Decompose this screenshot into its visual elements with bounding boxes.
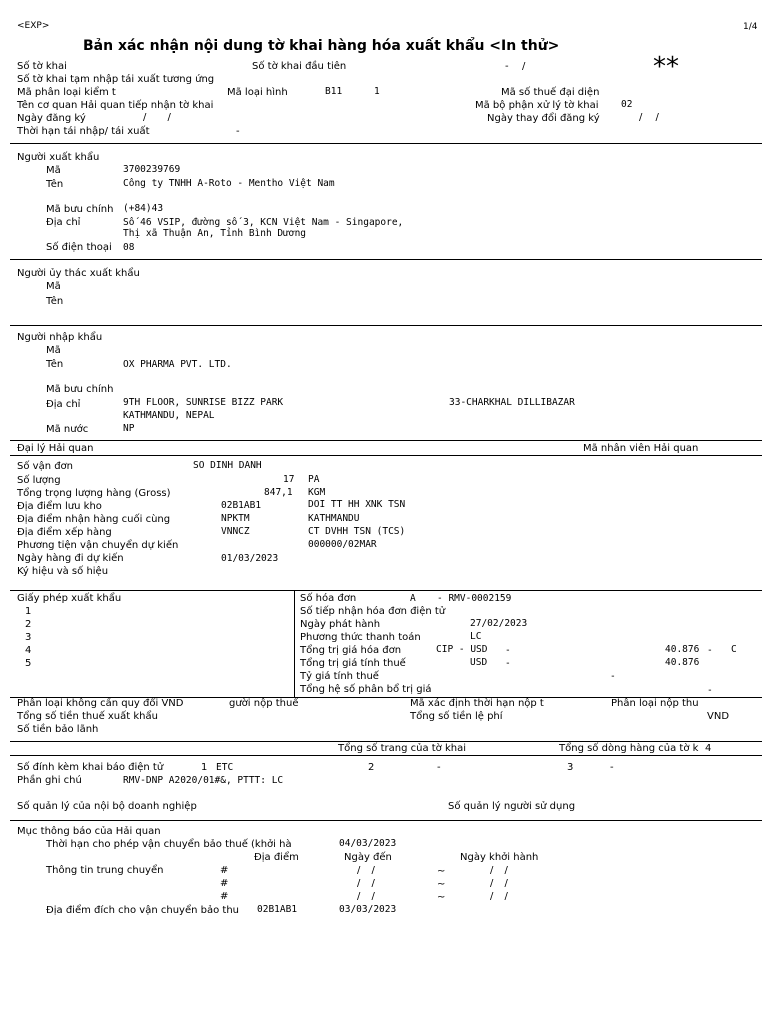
trung-chuyen-row-2-hash: #	[220, 878, 229, 889]
tri-gia-tt-code: USD	[470, 657, 488, 668]
van-don-label: Số vận đơn	[17, 461, 74, 472]
thoi-han-bao-thue-label: Thời hạn cho phép vận chuyển bảo thuế (khởi hà	[46, 839, 292, 850]
bao-lanh-label: Số tiền bảo lãnh	[17, 724, 99, 735]
ma-loai-hinh-label: Mã loại hình	[227, 87, 288, 98]
divider-vertical	[294, 590, 295, 697]
tri-gia-hd-dash: -	[505, 645, 511, 656]
exporter-buu-chinh: (+84)43	[123, 203, 164, 214]
ngay-dang-ky-value: / /	[143, 112, 171, 123]
exp-tag: <EXP>	[17, 21, 50, 31]
trustee-heading: Người ủy thác xuất khẩu	[17, 268, 140, 279]
tong-dong-value: 4	[705, 743, 712, 754]
tong-trang-label: Tổng số trang của tờ khai	[338, 743, 467, 754]
trung-chuyen-row-3-den: / /	[357, 891, 375, 902]
he-so-label: Tổng hệ số phân bổ trị giá	[300, 684, 432, 695]
exporter-dia-chi-1: Số 46 VSIP, đường số 3, KCN Việt Nam - Singapore,	[123, 217, 404, 228]
dich-label: Địa điểm đích cho vận chuyển bảo thu	[46, 905, 239, 916]
trung-chuyen-row-3-tilde: ~	[437, 892, 446, 903]
tong-tien-thue-label: Tổng số tiền thuế xuất khẩu	[17, 711, 158, 722]
trong-luong-unit: KGM	[308, 487, 326, 498]
exporter-ten-label: Tên	[46, 179, 64, 190]
importer-dia-chi-1b: 33-CHARKHAL DILLIBAZAR	[449, 397, 575, 408]
tri-gia-hd-dash-2: -	[707, 645, 713, 656]
noi-bo-label: Số quản lý của nội bộ doanh nghiệp	[17, 801, 197, 812]
trung-chuyen-row-1-den: / /	[357, 865, 375, 876]
importer-ten: OX PHARMA PVT. LTD.	[123, 359, 232, 370]
exporter-dien-thoai-label: Số điện thoại	[46, 242, 112, 253]
exporter-dia-chi-2: Thị xã Thuận An, Tỉnh Bình Dương	[123, 228, 307, 239]
tam-nhap-label: Số tờ khai tạm nhập tái xuất tương ứng	[17, 74, 215, 85]
nguoi-dung-label: Số quản lý người sử dụng	[448, 801, 576, 812]
trong-luong-label: Tổng trọng lượng hàng (Gross)	[17, 488, 171, 499]
importer-dia-chi-label: Địa chỉ	[46, 399, 81, 410]
dich-code: 02B1AB1	[257, 904, 298, 915]
exporter-buu-chinh-label: Mã bưu chính	[46, 204, 114, 215]
importer-buu-chinh-label: Mã bưu chính	[46, 384, 114, 395]
luu-kho-code: 02B1AB1	[221, 500, 262, 511]
ma-so-thue-dai-dien-label: Mã số thuế đại diện	[501, 87, 600, 98]
thanh-toan-value: LC	[470, 631, 482, 642]
vnd-label: VND	[707, 711, 730, 722]
ngay-den-column: Ngày đến	[344, 852, 392, 863]
xep-hang-code: VNNCZ	[221, 526, 250, 537]
dinh-kem-2-dash: -	[437, 762, 441, 773]
dinh-kem-2-no: 2	[368, 762, 375, 773]
phan-loai-quy-doi-label: Phân loại không cần quy đổi VND	[17, 698, 184, 709]
xep-hang-label: Địa điểm xếp hàng	[17, 527, 112, 538]
divider-3	[10, 325, 762, 326]
ma-bo-phan-value: 02	[621, 99, 633, 110]
tri-gia-hd-code: CIP - USD	[436, 644, 488, 655]
ngay-phat-hanh-label: Ngày phát hành	[300, 619, 381, 630]
license-row-3: 3	[25, 632, 32, 643]
trung-chuyen-label: Thông tin trung chuyển	[46, 865, 164, 876]
so-luong-label: Số lượng	[17, 475, 61, 486]
thoi-han-value: -	[236, 126, 240, 137]
phan-loai-nop-thue-label: Phân loại nộp thu	[611, 698, 699, 709]
so-hoa-don-label: Số hóa đơn	[300, 593, 357, 604]
exporter-dia-chi-label: Địa chỉ	[46, 217, 81, 228]
van-don-value: SO DINH DANH	[193, 460, 262, 471]
importer-ma-nuoc: NP	[123, 423, 135, 434]
exporter-ten: Công ty TNHH A-Roto - Mentho Việt Nam	[123, 178, 335, 189]
ma-xac-dinh-label: Mã xác định thời hạn nộp t	[410, 698, 544, 709]
dia-diem-column: Địa điểm	[254, 852, 299, 863]
ngay-phat-hanh-value: 27/02/2023	[470, 618, 528, 629]
exporter-dien-thoai: 08	[123, 242, 135, 253]
trung-chuyen-row-3-khoi: / /	[490, 891, 508, 902]
thoi-han-label: Thời hạn tái nhập/ tái xuất	[17, 126, 150, 137]
ma-phan-loai-kiem-tra-label: Mã phân loại kiểm t	[17, 87, 116, 98]
nguoi-nop-thue-label: gười nộp thuế	[229, 698, 299, 709]
dinh-kem-1-no: 1	[201, 762, 208, 773]
ky-hieu-label: Ký hiệu và số hiệu	[17, 566, 109, 577]
page-title: Bản xác nhận nội dung tờ khai hàng hóa xuất khẩu <In thử>	[83, 38, 560, 54]
divider-2	[10, 259, 762, 260]
ngay-thay-doi-value: / /	[639, 112, 659, 123]
divider-1	[10, 143, 762, 144]
luu-kho-name: DOI TT HH XNK TSN	[308, 499, 406, 510]
luu-kho-label: Địa điểm lưu kho	[17, 501, 102, 512]
tri-gia-tt-value: 40.876	[665, 657, 700, 668]
divider-10	[10, 820, 762, 821]
license-row-4: 4	[25, 645, 32, 656]
importer-ma-label: Mã	[46, 345, 61, 356]
thanh-toan-label: Phương thức thanh toán	[300, 632, 421, 643]
trung-chuyen-row-2-tilde: ~	[437, 879, 446, 890]
importer-ma-nuoc-label: Mã nước	[46, 424, 89, 435]
dinh-kem-label: Số đính kèm khai báo điện tử	[17, 762, 164, 773]
ngay-dang-ky-label: Ngày đăng ký	[17, 113, 86, 124]
divider-6	[10, 590, 762, 591]
so-luong-unit: PA	[308, 474, 320, 485]
so-to-khai-label: Số tờ khai	[17, 61, 67, 72]
ngay-di-label: Ngày hàng đi dự kiến	[17, 553, 124, 564]
trung-chuyen-row-3-hash: #	[220, 891, 229, 902]
exporter-heading: Người xuất khẩu	[17, 152, 100, 163]
page-number: 1/4	[743, 22, 758, 32]
ngay-khoi-hanh-column: Ngày khởi hành	[460, 852, 539, 863]
nhan-hang-code: NPKTM	[221, 513, 250, 524]
exporter-ma: 3700239769	[123, 164, 181, 175]
so-hoa-don-value: - RMV-0002159	[437, 593, 512, 604]
divider-4	[10, 440, 762, 441]
trustee-ma-label: Mã	[46, 281, 61, 292]
tong-le-phi-label: Tổng số tiền lệ phí	[410, 711, 503, 722]
ma-loai-hinh-value: B11	[325, 86, 343, 97]
ngay-thay-doi-label: Ngày thay đổi đăng ký	[487, 113, 600, 124]
dich-date: 03/03/2023	[339, 904, 397, 915]
so-luong-value: 17	[283, 474, 295, 485]
trung-chuyen-row-1-khoi: / /	[490, 865, 508, 876]
stars-mark: **	[653, 52, 679, 82]
license-row-1: 1	[25, 606, 32, 617]
trung-chuyen-row-2-den: / /	[357, 878, 375, 889]
importer-ten-label: Tên	[46, 359, 64, 370]
trung-chuyen-row-2-khoi: / /	[490, 878, 508, 889]
ty-gia-dash: -	[610, 671, 616, 682]
phuong-tien-value: 000000/02MAR	[308, 539, 377, 550]
so-hoa-don-a: A	[410, 593, 416, 604]
importer-dia-chi-1: 9TH FLOOR, SUNRISE BIZZ PARK	[123, 397, 284, 408]
he-so-dash: -	[707, 685, 713, 696]
ngay-di-value: 01/03/2023	[221, 553, 279, 564]
tri-gia-hd-value: 40.876	[665, 644, 700, 655]
dai-ly-label: Đại lý Hải quan	[17, 443, 94, 454]
tong-dong-label: Tổng số dòng hàng của tờ k	[559, 743, 699, 754]
phuong-tien-label: Phương tiện vận chuyển dự kiến	[17, 540, 179, 551]
thoi-han-bao-thue-value: 04/03/2023	[339, 838, 397, 849]
tri-gia-hd-label: Tổng trị giá hóa đơn	[300, 645, 402, 656]
license-heading: Giấy phép xuất khẩu	[17, 593, 122, 604]
so-to-khai-dau-tien-label: Số tờ khai đầu tiên	[252, 61, 347, 72]
tiep-nhan-label: Số tiếp nhận hóa đơn điện tử	[300, 606, 446, 617]
license-row-2: 2	[25, 619, 32, 630]
divider-8	[10, 741, 762, 742]
dinh-kem-3-no: 3	[567, 762, 574, 773]
ghi-chu-label: Phần ghi chú	[17, 775, 82, 786]
tri-gia-tt-dash: -	[505, 658, 511, 669]
ghi-chu-value: RMV-DNP A2020/01#&, PTTT: LC	[123, 775, 284, 786]
trong-luong-value: 847,1	[264, 487, 293, 498]
importer-dia-chi-2: KATHMANDU, NEPAL	[123, 410, 215, 421]
trustee-ten-label: Tên	[46, 296, 64, 307]
divider-5	[10, 455, 762, 456]
ma-bo-phan-label: Mã bộ phận xử lý tờ khai	[475, 100, 599, 111]
so-to-khai-dau-tien-slash: /	[522, 61, 526, 72]
ma-nhan-vien-label: Mã nhân viên Hải quan	[583, 443, 699, 454]
ma-loai-hinh-value-2: 1	[374, 86, 380, 97]
exporter-ma-label: Mã	[46, 165, 61, 176]
tri-gia-tt-label: Tổng trị giá tính thuế	[300, 658, 406, 669]
ty-gia-label: Tỷ giá tính thuế	[300, 671, 379, 682]
dinh-kem-1-code: ETC	[216, 762, 234, 773]
customs-heading: Mục thông báo của Hải quan	[17, 826, 161, 837]
nhan-hang-label: Địa điểm nhận hàng cuối cùng	[17, 514, 171, 525]
xep-hang-name: CT DVHH TSN (TCS)	[308, 526, 406, 537]
dinh-kem-3-dash: -	[610, 762, 614, 773]
trung-chuyen-row-1-tilde: ~	[437, 866, 446, 877]
divider-9	[10, 755, 762, 756]
importer-heading: Người nhập khẩu	[17, 332, 103, 343]
so-to-khai-dau-tien-dash: -	[505, 61, 509, 72]
nhan-hang-name: KATHMANDU	[308, 513, 360, 524]
trung-chuyen-row-1-hash: #	[220, 865, 229, 876]
tri-gia-hd-c: C	[731, 644, 737, 655]
ten-co-quan-label: Tên cơ quan Hải quan tiếp nhận tờ khai	[17, 100, 214, 111]
license-row-5: 5	[25, 658, 32, 669]
